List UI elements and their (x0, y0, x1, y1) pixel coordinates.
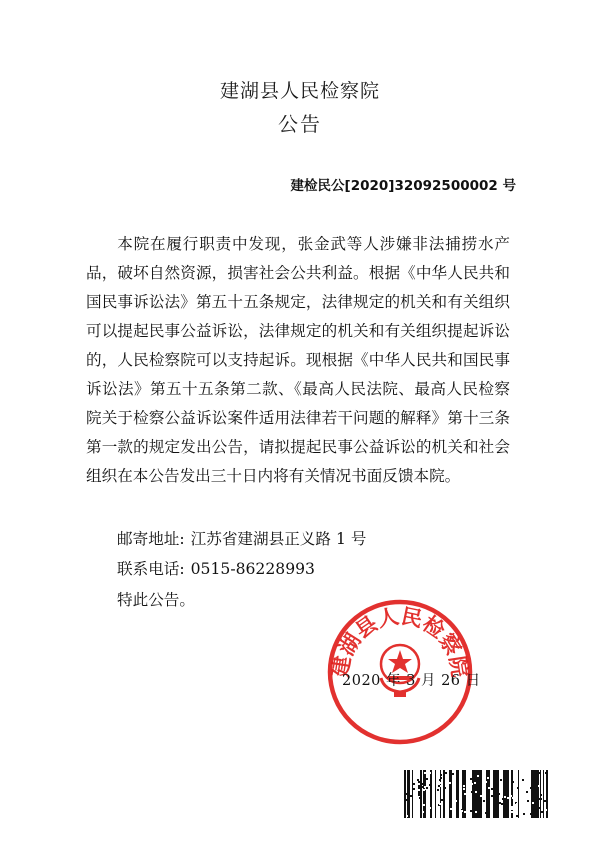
organization-title: 建湖县人民检察院 (219, 80, 380, 102)
mailing-address-line (117, 525, 366, 554)
document-title: 公告 (278, 112, 322, 136)
barcode-icon (404, 770, 549, 818)
issue-date: 2020 年 3 月 26 日 (342, 673, 481, 689)
seal-arc-text: 建湖县人民检察院 (328, 604, 472, 679)
mailing-address-label: 邮寄地址: (117, 530, 185, 548)
contact-phone-line (117, 555, 315, 584)
document-number: 建检民公[2020]32092500002 号 (290, 178, 516, 194)
closing-statement: 特此公告。 (117, 591, 195, 609)
notice-body-paragraph: 本院在履行职责中发现，张金武等人涉嫌非法捕捞水产品，破坏自然资源，损害社会公共利益。根据《中华人民共和国民事诉讼法》第五十五条规定，法律规定的机关和有关组织可以提起民事公益诉讼，法律规定的机关和有关组织提起诉讼的，人民检察院可以支持起诉。现根据《中华人民共和国民事诉讼法》第五十五条第二款、《最高人民法院、最高人民检察院关于检察公益诉讼案件适用法律若干问题的解释》第十三条第一款的规定发出公告，请拟提起民事公益诉讼的机关和社会组织在本公告发出三十日内将有关情况书面反馈本院。 (86, 235, 510, 485)
contact-phone-value: 0515-86228993 (190, 560, 315, 578)
contact-phone-label: 联系电话: (117, 560, 185, 578)
mailing-address-value: 江苏省建湖县正义路 1 号 (190, 530, 367, 548)
